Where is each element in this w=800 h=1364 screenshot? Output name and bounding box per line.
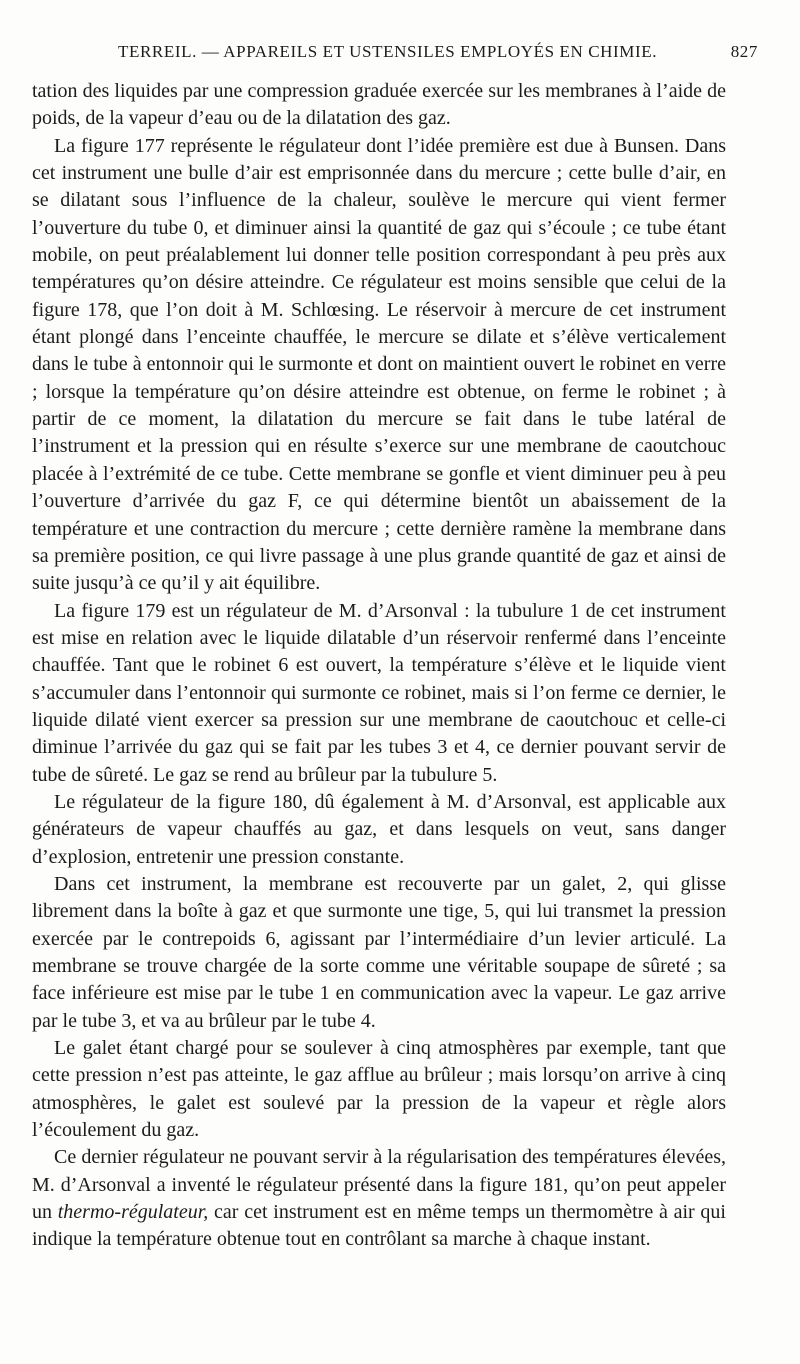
body-text [32,78,726,1254]
paragraph: La figure 179 est un régulateur de M. d’Arsonval : la tubulure 1 de cet instrument est mise en relation avec le liquide dilatable d’un réservoir renfermé dans l’enceinte chauffée. Tant que le robinet 6 est ouvert, la température s’élève et le liquide vient s’accumuler dans l’entonnoir qui surmonte ce robinet, mais si l’on ferme ce dernier, le liquide dilaté vient exercer sa pression sur une membrane de caoutchouc et celle-ci diminue l’arrivée du gaz qui se fait par les tubes 3 et 4, ce dernier pouvant servir de tube de sûreté. Le gaz se rend au brûleur par la tubulure 5. [32,599,726,786]
page-number: 827 [730,42,758,61]
running-head-title: TERREIL. — APPAREILS ET USTENSILES EMPLOYÉS EN CHIMIE. [118,42,658,61]
running-head [118,42,758,68]
paragraph: tation des liquides par une compression graduée exercée sur les membranes à l’aide de poids, de la vapeur d’eau ou de la dilatation des gaz. [32,80,726,130]
paragraph: Dans cet instrument, la membrane est recouverte par un galet, 2, qui glisse librement dans la boîte à gaz et que surmonte une tige, 5, qui lui transmet la pression exercée par le contrepoids 6, agissant par l’intermédiaire d’un levier articulé. La membrane se trouve chargée de la sorte comme une véritable soupape de sûreté ; sa face inférieure est mise par le tube 1 en communication avec la vapeur. Le gaz arrive par le tube 3, et va au brûleur par le tube 4. [32,872,726,1032]
paragraph-text: car cet instrument est en même temps un thermomètre à air qui indique la température obtenue tout en contrôlant sa marche à chaque instant. [32,1201,726,1251]
emphasized-term: thermo-régulateur, [57,1201,209,1224]
paragraph-text: Ce dernier régulateur ne pouvant servir à la régularisation des températures élevées, M. d’Arsonval a inventé le régulateur présenté dans la figure 181, qu’on peut appeler un [32,1146,726,1224]
paragraph: La figure 177 représente le régulateur dont l’idée première est due à Bunsen. Dans cet instrument une bulle d’air est emprisonnée dans du mercure ; cette bulle d’air, en se dilatant sous l’influence de la chaleur, soulève le mercure qui vient fermer l’ouverture du tube 0, et diminuer ainsi la quantité de gaz qui s’écoule ; ce tube étant mobile, on peut préalablement lui donner telle position correspondant à peu près aux températures qu’on désire atteindre. Ce régulateur est moins sensible que celui de la figure 178, que l’on doit à M. Schlœsing. Le réservoir à mercure de cet instrument étant plongé dans l’enceinte chauffée, le mercure se dilate et s’élève verticalement dans le tube à entonnoir qui le surmonte et dont on maintient ouvert le robinet en verre ; lorsque la température qu’on désire atteindre est obtenue, on ferme le robinet ; à partir de ce moment, la dilatation du mercure se fait dans le tube latéral de l’instrument et la pression qui en résulte s’exerce sur une membrane de caoutchouc placée à l’extrémité de ce tube. Cette membrane se gonfle et vient diminuer peu à peu l’ouverture d’arrivée du gaz F, ce qui détermine bientôt un abaissement de la température et une contraction du mercure ; cette dernière ramène la membrane dans sa première position, ce qui livre passage à une plus grande quantité de gaz et ainsi de suite jusqu’à ce qu’il y ait équilibre. [32,134,726,595]
paragraph: Le régulateur de la figure 180, dû également à M. d’Arsonval, est applicable aux générateurs de vapeur chauffés au gaz, et dans lesquels on veut, sans danger d’explosion, entretenir une pression constante. [32,790,726,868]
paragraph [32,1144,726,1253]
paragraph: Le galet étant chargé pour se soulever à cinq atmosphères par exemple, tant que cette pression n’est pas atteinte, le gaz afflue au brûleur ; mais lorsqu’on arrive à cinq atmosphères, le galet est soulevé par la pression de la vapeur et règle alors l’écoulement du gaz. [32,1037,726,1142]
